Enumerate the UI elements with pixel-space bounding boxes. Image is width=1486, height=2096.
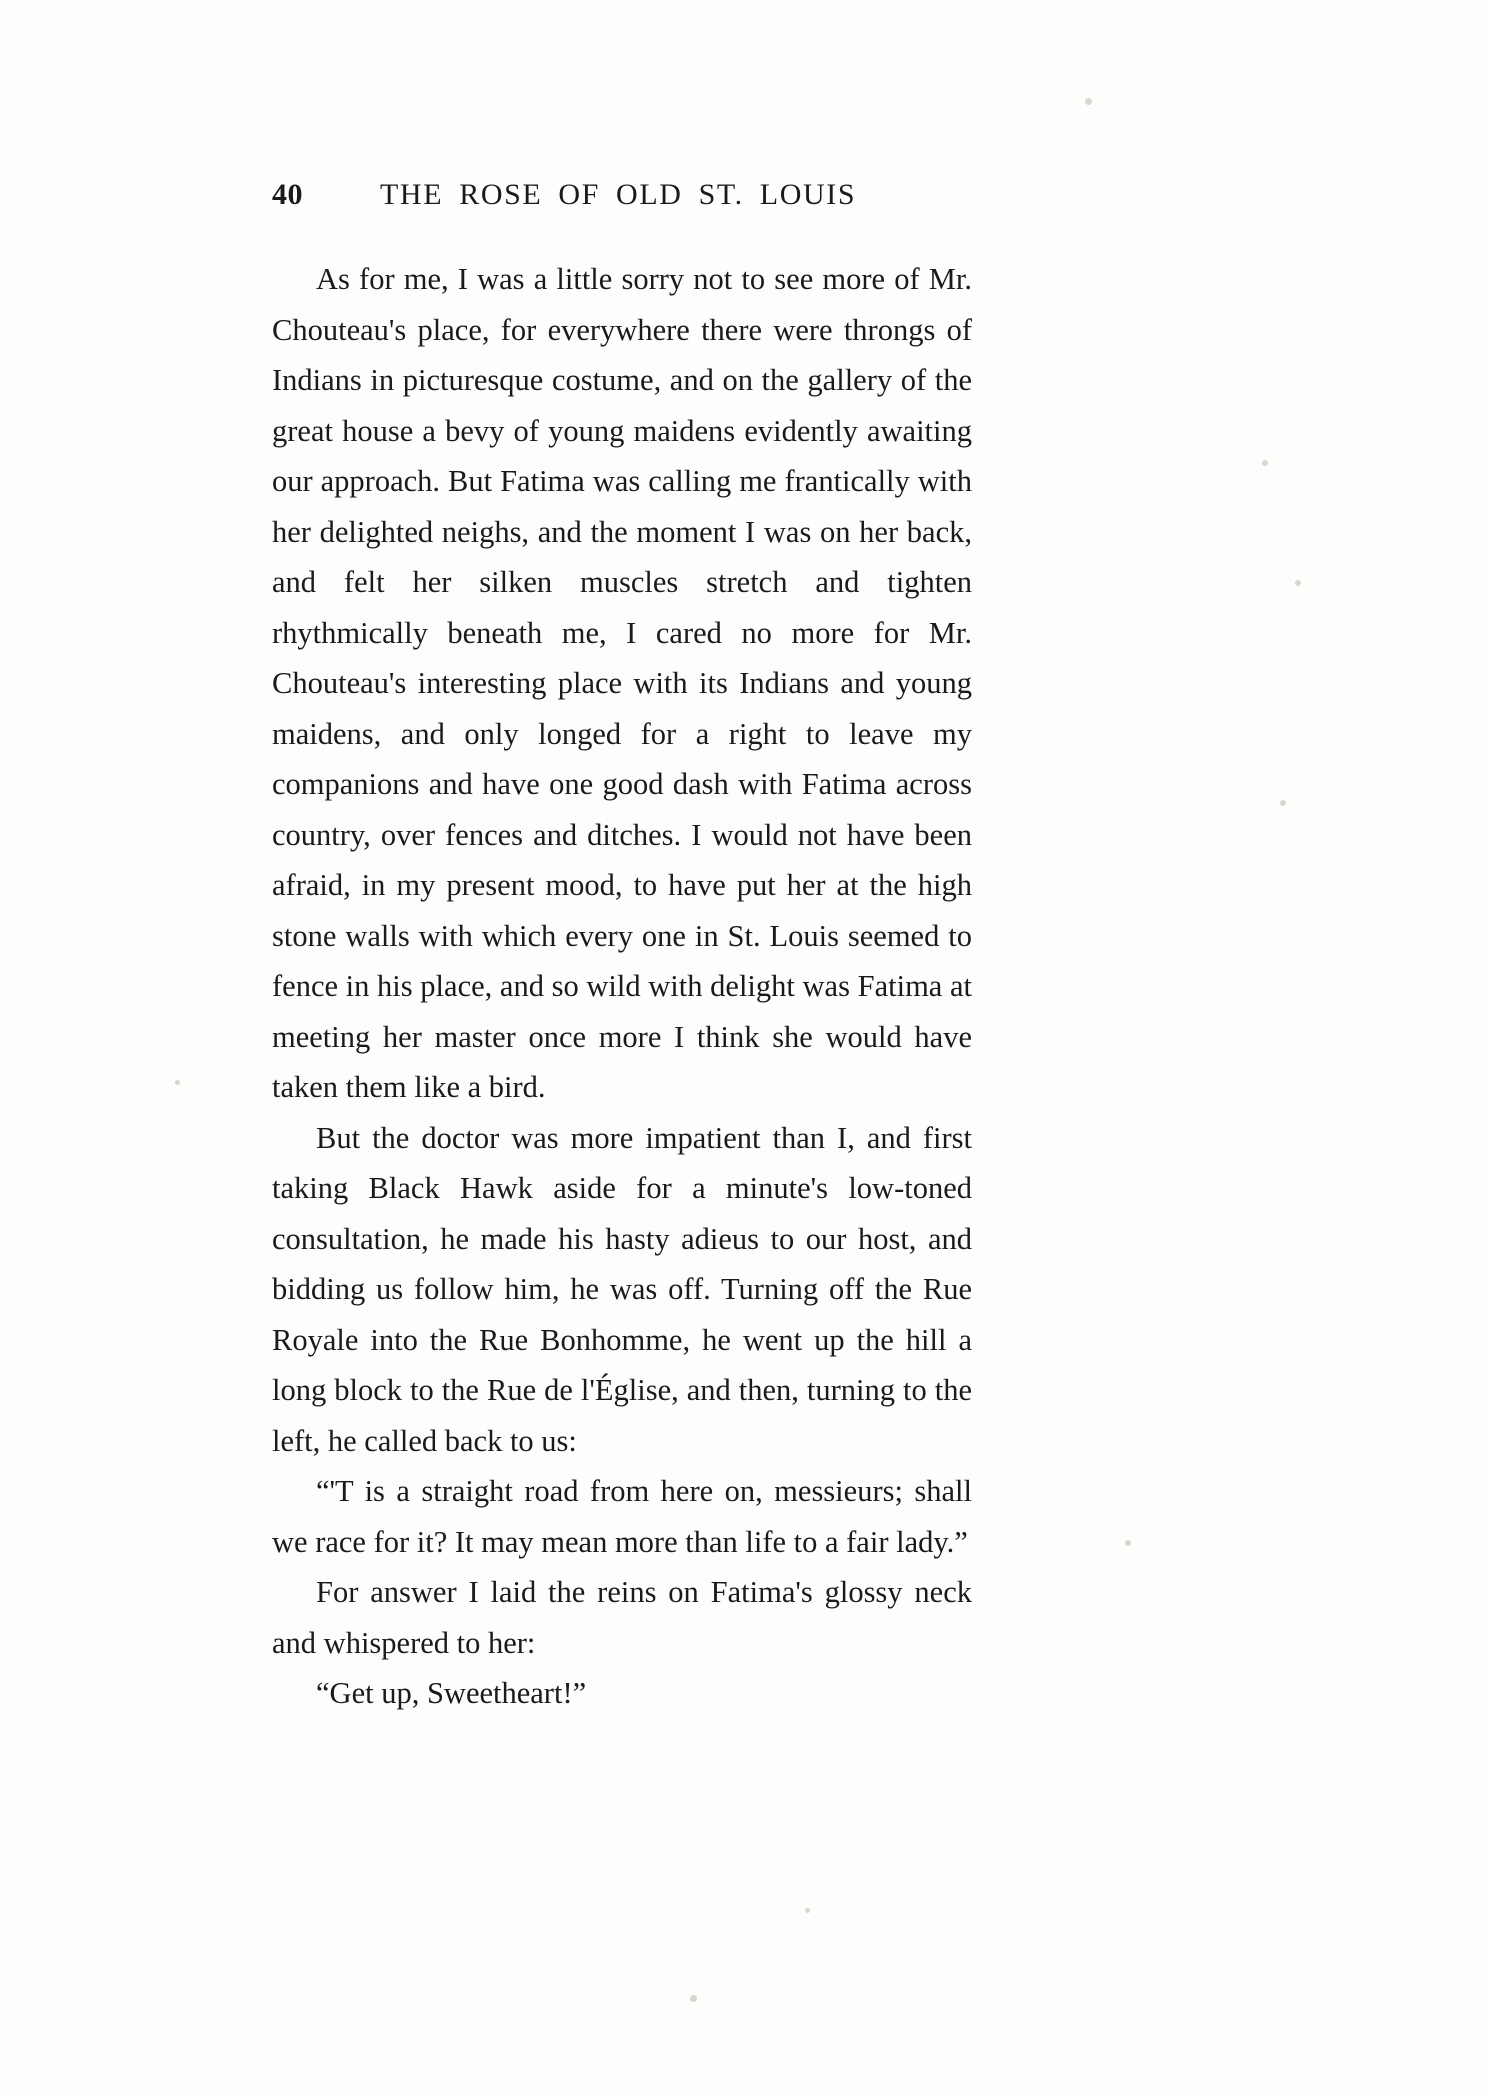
scan-speck	[1295, 580, 1301, 586]
scan-speck	[690, 1995, 697, 2002]
scan-speck	[805, 1908, 810, 1913]
paragraph: “'T is a straight road from here on, messieurs; shall we race for it? It may mean more than life to a fair lady.”	[272, 1474, 972, 1559]
paragraph: “Get up, Sweetheart!”	[316, 1676, 587, 1710]
page-number: 40	[272, 178, 303, 211]
scan-speck	[1085, 98, 1092, 105]
scan-speck	[1280, 800, 1286, 806]
paragraph: As for me, I was a little sorry not to see more of Mr. Chouteau's place, for everywhere there were throngs of Indians in picturesque costume, and on the gallery of the great house a bevy of young maidens evidently awaiting our approach. But Fatima was calling me frantically with her delighted neighs, and the moment I was on her back, and felt her silken muscles stretch and tighten rhythmically beneath me, I cared no more for Mr. Chouteau's interesting place with its Indians and young maidens, and only longed for a right to leave my companions and have one good dash with Fatima across country, over fences and ditches. I would not have been afraid, in my present mood, to have put her at the high stone walls with which every one in St. Louis seemed to fence in his place, and so wild with delight was Fatima at meeting her master once more I think she would have taken them like a bird.	[272, 262, 972, 1104]
scan-speck	[1125, 1540, 1131, 1546]
paragraph: For answer I laid the reins on Fatima's glossy neck and whispered to her:	[272, 1575, 972, 1660]
scan-speck	[1262, 460, 1268, 466]
book-title-header: THE ROSE OF OLD ST. LOUIS	[380, 178, 857, 211]
running-head	[272, 178, 972, 212]
scan-speck	[175, 1080, 180, 1085]
paragraph: But the doctor was more impatient than I, and first taking Black Hawk aside for a minute's low-toned consultation, he made his hasty adieus to our host, and bidding us follow him, he was off. Turning off the Rue Royale into the Rue Bonhomme, he went up the hill a long block to the Rue de l'Église, and then, turning to the left, he called back to us:	[272, 1120, 972, 1458]
page-content	[272, 178, 972, 1719]
